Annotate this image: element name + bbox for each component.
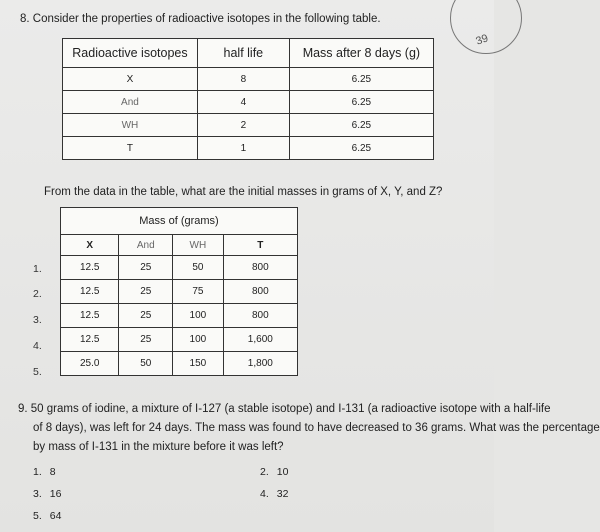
corner-decoration	[450, 0, 522, 54]
answer-option: 5. 64	[33, 510, 62, 522]
choices-header-x: X	[61, 235, 119, 256]
choice-number: 4.	[33, 340, 42, 352]
choice-cell: 25	[119, 280, 173, 304]
answer-option: 3. 16	[33, 488, 62, 500]
table-row	[63, 137, 434, 160]
choice-cell: 25	[119, 256, 173, 280]
q8-prompt: 8. Consider the properties of radioactive isotopes in the following table.	[20, 13, 381, 25]
choice-cell: 100	[173, 304, 224, 328]
mass-cell: 6.25	[289, 114, 433, 137]
choice-cell: 800	[223, 304, 297, 328]
choice-number: 1.	[33, 263, 42, 275]
q9-line-1: 9. 50 grams of iodine, a mixture of I-127 (a stable isotope) and I-131 (a radioactive isotope with a half-life	[18, 403, 551, 415]
answer-option: 2. 10	[260, 466, 289, 478]
choices-header-wh: WH	[173, 235, 224, 256]
table-row	[61, 352, 298, 376]
choice-cell: 12.5	[61, 304, 119, 328]
header-mass-after: Mass after 8 days (g)	[289, 39, 433, 68]
table-row	[61, 328, 298, 352]
choice-number: 2.	[33, 288, 42, 300]
choice-cell: 25	[119, 328, 173, 352]
choice-cell: 800	[223, 256, 297, 280]
isotope-properties-table	[62, 38, 434, 160]
half-life-cell: 4	[197, 91, 289, 114]
half-life-cell: 1	[197, 137, 289, 160]
header-isotopes: Radioactive isotopes	[63, 39, 198, 68]
half-life-cell: 8	[197, 68, 289, 91]
q9-line-3: by mass of I-131 in the mixture before it was left?	[33, 441, 284, 453]
isotope-cell: X	[63, 68, 198, 91]
q9-line-2: of 8 days), was left for 24 days. The mass was found to have decreased to 36 grams. What was the percentage	[33, 422, 600, 434]
table-row	[61, 256, 298, 280]
isotope-cell: T	[63, 137, 198, 160]
choices-header-t: T	[223, 235, 297, 256]
q8-followup: From the data in the table, what are the initial masses in grams of X, Y, and Z?	[44, 186, 443, 198]
choice-cell: 50	[119, 352, 173, 376]
answer-option: 1. 8	[33, 466, 56, 478]
table-row	[61, 304, 298, 328]
choices-table	[60, 207, 298, 376]
choice-cell: 1,800	[223, 352, 297, 376]
choice-cell: 100	[173, 328, 224, 352]
choice-cell: 25.0	[61, 352, 119, 376]
choice-cell: 75	[173, 280, 224, 304]
choice-cell: 150	[173, 352, 224, 376]
choices-header-row	[61, 235, 298, 256]
table-header-row	[63, 39, 434, 68]
choice-number: 3.	[33, 314, 42, 326]
choice-cell: 25	[119, 304, 173, 328]
choices-header-and: And	[119, 235, 173, 256]
choice-cell: 12.5	[61, 280, 119, 304]
table-row	[63, 68, 434, 91]
choice-number: 5.	[33, 366, 42, 378]
choices-caption: Mass of (grams)	[61, 208, 298, 235]
choice-cell: 12.5	[61, 328, 119, 352]
table-row	[61, 280, 298, 304]
choice-cell: 1,600	[223, 328, 297, 352]
answer-option: 4. 32	[260, 488, 289, 500]
half-life-cell: 2	[197, 114, 289, 137]
table-row	[63, 91, 434, 114]
choice-cell: 12.5	[61, 256, 119, 280]
page-number: 39	[474, 32, 490, 48]
mass-cell: 6.25	[289, 91, 433, 114]
table-row	[63, 114, 434, 137]
isotope-cell: And	[63, 91, 198, 114]
mass-cell: 6.25	[289, 137, 433, 160]
isotope-cell: WH	[63, 114, 198, 137]
choice-cell: 800	[223, 280, 297, 304]
mass-cell: 6.25	[289, 68, 433, 91]
choice-cell: 50	[173, 256, 224, 280]
header-half-life: half life	[197, 39, 289, 68]
